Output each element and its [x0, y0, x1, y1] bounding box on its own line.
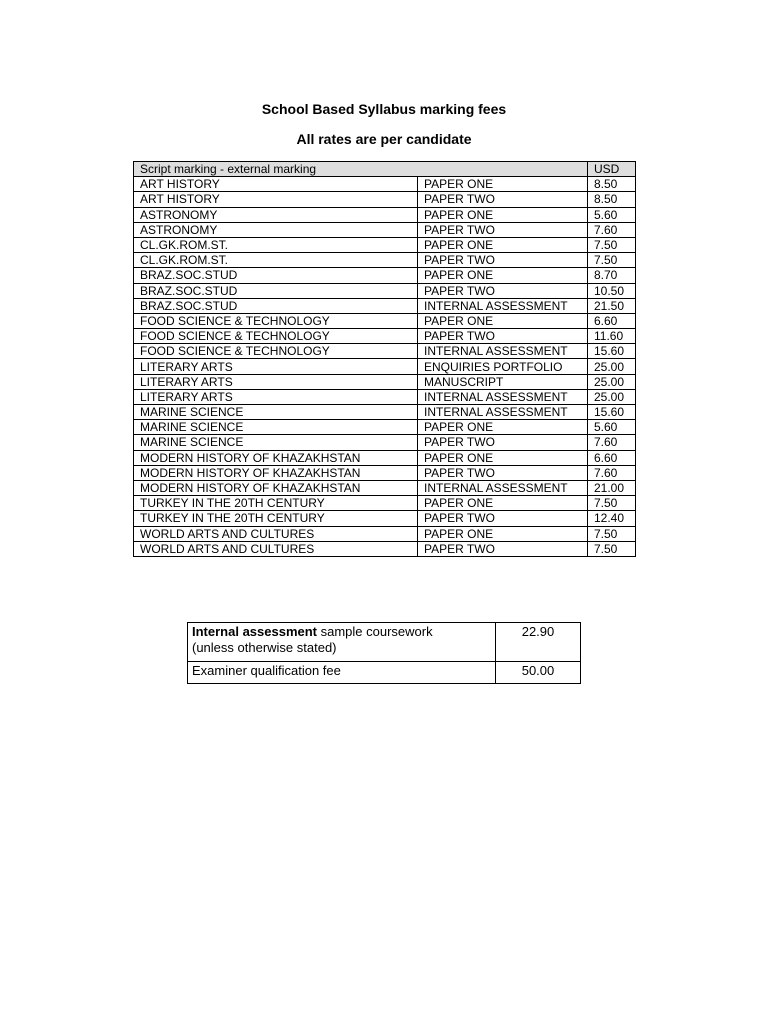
component-cell: MANUSCRIPT	[418, 374, 588, 389]
fee-cell: 6.60	[588, 313, 636, 328]
subject-cell: FOOD SCIENCE & TECHNOLOGY	[134, 344, 418, 359]
subject-cell: TURKEY IN THE 20TH CENTURY	[134, 511, 418, 526]
table-row	[134, 389, 636, 404]
table-row	[134, 526, 636, 541]
fee-cell: 21.00	[588, 480, 636, 495]
table-row	[134, 374, 636, 389]
subject-cell: BRAZ.SOC.STUD	[134, 283, 418, 298]
table-row	[134, 192, 636, 207]
fee-cell: 7.60	[588, 222, 636, 237]
subject-cell: ASTRONOMY	[134, 222, 418, 237]
subject-cell: WORLD ARTS AND CULTURES	[134, 541, 418, 556]
table-row	[134, 268, 636, 283]
subject-cell: ART HISTORY	[134, 177, 418, 192]
component-cell: PAPER ONE	[418, 268, 588, 283]
subject-cell: WORLD ARTS AND CULTURES	[134, 526, 418, 541]
table-row	[134, 298, 636, 313]
fee-cell: 8.50	[588, 177, 636, 192]
table-row	[134, 496, 636, 511]
component-cell: PAPER TWO	[418, 283, 588, 298]
marking-fees-table	[133, 161, 636, 557]
component-cell: INTERNAL ASSESSMENT	[418, 389, 588, 404]
table-row	[134, 450, 636, 465]
header-label: Script marking - external marking	[134, 162, 588, 177]
fee-cell: 7.60	[588, 435, 636, 450]
table-header-row	[134, 162, 636, 177]
subject-cell: ART HISTORY	[134, 192, 418, 207]
table-row	[134, 344, 636, 359]
subject-cell: MODERN HISTORY OF KHAZAKHSTAN	[134, 450, 418, 465]
fee-cell: 7.50	[588, 237, 636, 252]
additional-fees-table	[187, 622, 581, 684]
component-cell: PAPER TWO	[418, 465, 588, 480]
table-row	[134, 511, 636, 526]
subject-cell: MARINE SCIENCE	[134, 435, 418, 450]
fee-cell: 5.60	[588, 207, 636, 222]
subject-cell: LITERARY ARTS	[134, 374, 418, 389]
component-cell: PAPER ONE	[418, 313, 588, 328]
internal-assessment-row	[188, 623, 581, 662]
fee-cell: 25.00	[588, 389, 636, 404]
fee-cell: 7.50	[588, 496, 636, 511]
examiner-qualification-label: Examiner qualification fee	[188, 662, 496, 684]
table-row	[134, 480, 636, 495]
examiner-qualification-fee: 50.00	[496, 662, 581, 684]
table-row	[134, 283, 636, 298]
internal-assessment-fee: 22.90	[496, 623, 581, 662]
subject-cell: BRAZ.SOC.STUD	[134, 298, 418, 313]
fee-cell: 11.60	[588, 329, 636, 344]
subject-cell: TURKEY IN THE 20TH CENTURY	[134, 496, 418, 511]
subject-cell: LITERARY ARTS	[134, 359, 418, 374]
page-subtitle: All rates are per candidate	[296, 131, 472, 147]
fee-cell: 6.60	[588, 450, 636, 465]
internal-assessment-label-note: (unless otherwise stated)	[192, 640, 337, 655]
component-cell: PAPER ONE	[418, 496, 588, 511]
table-row	[134, 465, 636, 480]
table-row	[134, 222, 636, 237]
table-row	[134, 253, 636, 268]
subject-cell: LITERARY ARTS	[134, 389, 418, 404]
fee-cell: 7.50	[588, 541, 636, 556]
fee-cell: 15.60	[588, 405, 636, 420]
component-cell: PAPER ONE	[418, 526, 588, 541]
component-cell: PAPER ONE	[418, 450, 588, 465]
internal-assessment-label-bold: Internal assessment	[192, 624, 318, 639]
component-cell: INTERNAL ASSESSMENT	[418, 298, 588, 313]
examiner-qualification-row	[188, 662, 581, 684]
fee-cell: 5.60	[588, 420, 636, 435]
subject-cell: FOOD SCIENCE & TECHNOLOGY	[134, 313, 418, 328]
fee-cell: 21.50	[588, 298, 636, 313]
fee-cell: 10.50	[588, 283, 636, 298]
fee-cell: 12.40	[588, 511, 636, 526]
table-row	[134, 359, 636, 374]
subject-cell: CL.GK.ROM.ST.	[134, 237, 418, 252]
fee-cell: 8.70	[588, 268, 636, 283]
subject-cell: CL.GK.ROM.ST.	[134, 253, 418, 268]
component-cell: INTERNAL ASSESSMENT	[418, 480, 588, 495]
subject-cell: MODERN HISTORY OF KHAZAKHSTAN	[134, 465, 418, 480]
subject-cell: ASTRONOMY	[134, 207, 418, 222]
fee-cell: 15.60	[588, 344, 636, 359]
fee-cell: 7.60	[588, 465, 636, 480]
table-row	[134, 237, 636, 252]
fee-cell: 7.50	[588, 253, 636, 268]
header-currency: USD	[588, 162, 636, 177]
marking-fees-table-body	[134, 162, 636, 557]
component-cell: PAPER ONE	[418, 207, 588, 222]
component-cell: PAPER ONE	[418, 177, 588, 192]
component-cell: INTERNAL ASSESSMENT	[418, 344, 588, 359]
table-row	[134, 541, 636, 556]
table-row	[134, 420, 636, 435]
component-cell: PAPER TWO	[418, 192, 588, 207]
table-row	[134, 207, 636, 222]
component-cell: ENQUIRIES PORTFOLIO	[418, 359, 588, 374]
internal-assessment-label-rest: sample coursework	[317, 624, 433, 639]
fee-cell: 8.50	[588, 192, 636, 207]
table-row	[134, 313, 636, 328]
table-row	[134, 435, 636, 450]
component-cell: PAPER TWO	[418, 511, 588, 526]
table-row	[134, 177, 636, 192]
component-cell: PAPER TWO	[418, 329, 588, 344]
component-cell: PAPER ONE	[418, 237, 588, 252]
component-cell: PAPER TWO	[418, 435, 588, 450]
internal-assessment-label	[188, 623, 496, 662]
subject-cell: MARINE SCIENCE	[134, 420, 418, 435]
component-cell: INTERNAL ASSESSMENT	[418, 405, 588, 420]
page-title: School Based Syllabus marking fees	[261, 101, 507, 117]
table-row	[134, 405, 636, 420]
subject-cell: BRAZ.SOC.STUD	[134, 268, 418, 283]
component-cell: PAPER TWO	[418, 541, 588, 556]
subject-cell: FOOD SCIENCE & TECHNOLOGY	[134, 329, 418, 344]
subject-cell: MODERN HISTORY OF KHAZAKHSTAN	[134, 480, 418, 495]
subject-cell: MARINE SCIENCE	[134, 405, 418, 420]
component-cell: PAPER TWO	[418, 222, 588, 237]
fee-cell: 25.00	[588, 359, 636, 374]
component-cell: PAPER TWO	[418, 253, 588, 268]
component-cell: PAPER ONE	[418, 420, 588, 435]
fee-cell: 25.00	[588, 374, 636, 389]
fee-cell: 7.50	[588, 526, 636, 541]
table-row	[134, 329, 636, 344]
